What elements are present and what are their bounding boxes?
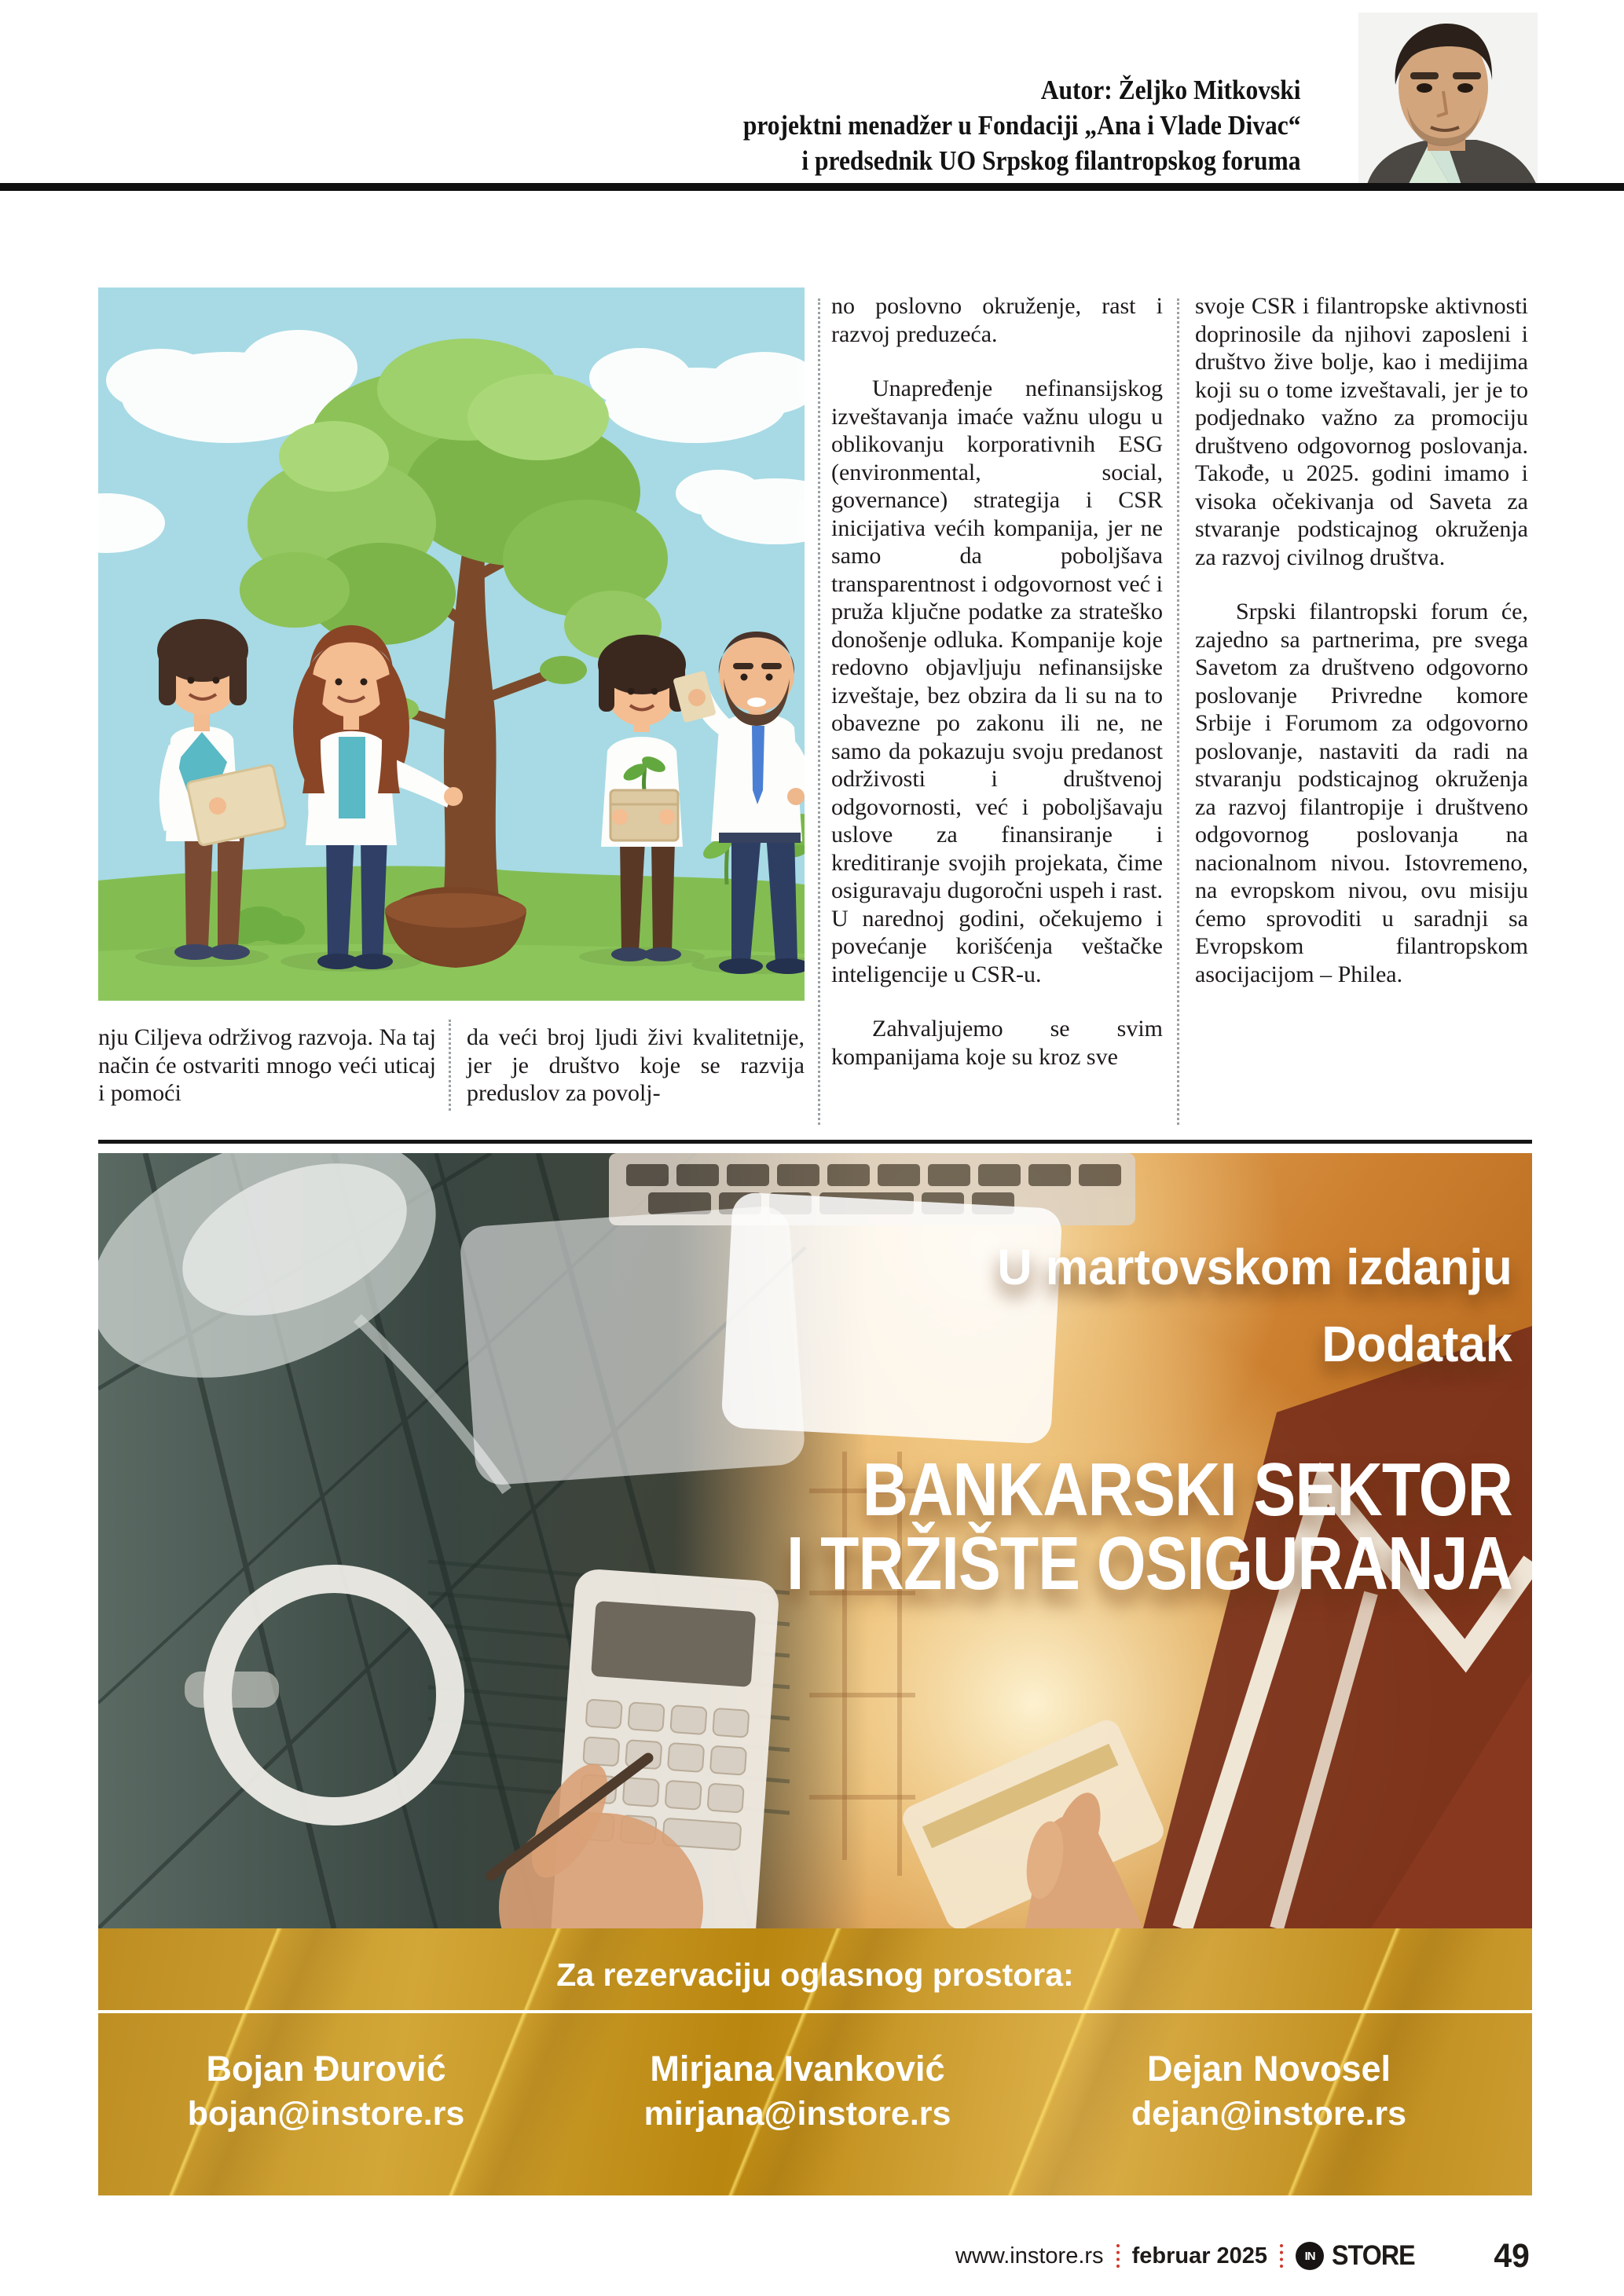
article-paragraph: Zahvaljujemo se svim kompanijama koje su kroz sve xyxy=(831,1016,1163,1070)
ad-kicker-line-1: U martovskom izdanju xyxy=(997,1239,1512,1295)
footer-separator xyxy=(1280,2244,1283,2268)
article-column-4 xyxy=(1195,292,1528,988)
article-paragraph: da veći broj ljudi živi kvalitetnije, jer je društvo koje se razvija preduslov za povolj- xyxy=(467,1024,805,1106)
advertisement-banner xyxy=(98,1153,1532,2195)
author-name-line: Autor: Željko Mitkovski xyxy=(1040,75,1300,105)
contact-email[interactable]: mirjana@instore.rs xyxy=(643,2095,951,2133)
ad-title xyxy=(786,1448,1512,1606)
article-paragraph: Srpski filantropski forum će, zajedno sa partnerima, pre svega Savetom za društveno odgovorno poslovanje Privredne komore Srbije i Forumom za odgovorno poslovanje, nastaviti da radi na stvaranju podsticajnog okruženja za razvoj filantropije i društveno odgovornog poslovanja na nacionalnom nivou. Istovremeno, na evropskom nivou, ovu misiju ćemo sprovoditi u saradnji sa Evropskom filantropskom asocijacijom – Philea. xyxy=(1195,599,1528,987)
author-byline xyxy=(742,72,1300,178)
reservation-heading: Za rezervaciju oglasnog prostora: xyxy=(556,1957,1074,1993)
ad-title-line-2: I TRŽIŠTE OSIGURANJA xyxy=(786,1522,1512,1606)
ad-separator-rule xyxy=(98,1140,1532,1144)
contact-name: Mirjana Ivanković xyxy=(650,2049,945,2089)
contact-email[interactable]: dejan@instore.rs xyxy=(1131,2095,1407,2133)
contact-divider-line xyxy=(98,2010,1532,2013)
page-footer xyxy=(955,2239,1422,2272)
contact-card xyxy=(632,2046,962,2136)
article-column-1 xyxy=(98,1023,436,1108)
header-rule xyxy=(0,183,1624,191)
article-column-3 xyxy=(831,292,1163,1071)
column-divider xyxy=(818,298,820,1125)
article-column-2 xyxy=(467,1023,805,1108)
ad-title-line-1: BANKARSKI SEKTOR xyxy=(862,1448,1512,1532)
author-role-line-2: i predsednik UO Srpskog filantropskog foruma xyxy=(801,145,1300,176)
column-divider xyxy=(1177,298,1179,1125)
footer-separator xyxy=(1116,2244,1120,2268)
contact-name: Bojan Đurović xyxy=(206,2049,446,2089)
article-paragraph: svoje CSR i filantropske aktivnosti doprinosile da njihovi zaposleni i društvo žive bolje, kao i medijima koji su o tome izveštavali, jer je to podjednako važno za promociju društveno odgovornog poslovanja. Takođe, u 2025. godini imamo i visoka očekivanja od Saveta za stvaranje podsticajnog okruženja za razvoj civilnog društva. xyxy=(1195,293,1528,570)
column-divider xyxy=(449,1020,451,1111)
tree-planting-illustration xyxy=(98,287,805,1001)
contact-email[interactable]: bojan@instore.rs xyxy=(187,2095,465,2133)
ad-photo-collage xyxy=(98,1153,1532,1928)
page-number: 49 xyxy=(1494,2237,1530,2275)
instore-logo-wordmark: STORE xyxy=(1332,2240,1415,2271)
footer-issue-date: februar 2025 xyxy=(1131,2243,1268,2269)
ad-kicker-line-2: Dodatak xyxy=(1322,1316,1512,1372)
contact-card xyxy=(1104,2046,1434,2136)
article-paragraph: no poslovno okruženje, rast i razvoj preduzeća. xyxy=(831,293,1163,347)
author-role-line-1: projektni menadžer u Fondaciji „Ana i Vlade Divac“ xyxy=(742,110,1300,141)
ad-kicker xyxy=(998,1229,1513,1382)
author-photo xyxy=(1358,13,1538,187)
ad-contact-section xyxy=(98,1928,1532,2195)
footer-website-link[interactable]: www.instore.rs xyxy=(955,2243,1104,2269)
instore-logo-icon: IN xyxy=(1296,2242,1324,2270)
contact-name: Dejan Novosel xyxy=(1146,2049,1391,2089)
contact-card xyxy=(161,2046,491,2136)
article-paragraph: nju Ciljeva održivog razvoja. Na taj način će ostvariti mnogo veći uticaj i pomoći xyxy=(98,1024,436,1106)
instore-logo xyxy=(1296,2240,1422,2272)
article-paragraph: Unapređenje nefinansijskog izveštavanja imaće važnu ulogu u oblikovanju korporativnih ESG (environmental, social, governance) strategija i CSR inicijativa većih kompanija, jer ne samo da poboljšava transparentnost i odgovornost već i pruža ključne podatke za strateško donošenje odluka. Kompanije koje redovno objavljuju nefinansijske izveštaje, bez obzira da li su na to obavezne po zakonu ili ne, ne samo da pokazuju svoju predanost održivosti i društvenoj odgovornosti, već i poboljšavaju uslove za finansiranje i kreditiranje svojih projekata, čime osiguravaju dugoročni uspeh i rast. U narednoj godini, očekujemo i povećanje korišćenja veštačke inteligencije u CSR-u. xyxy=(831,375,1163,987)
